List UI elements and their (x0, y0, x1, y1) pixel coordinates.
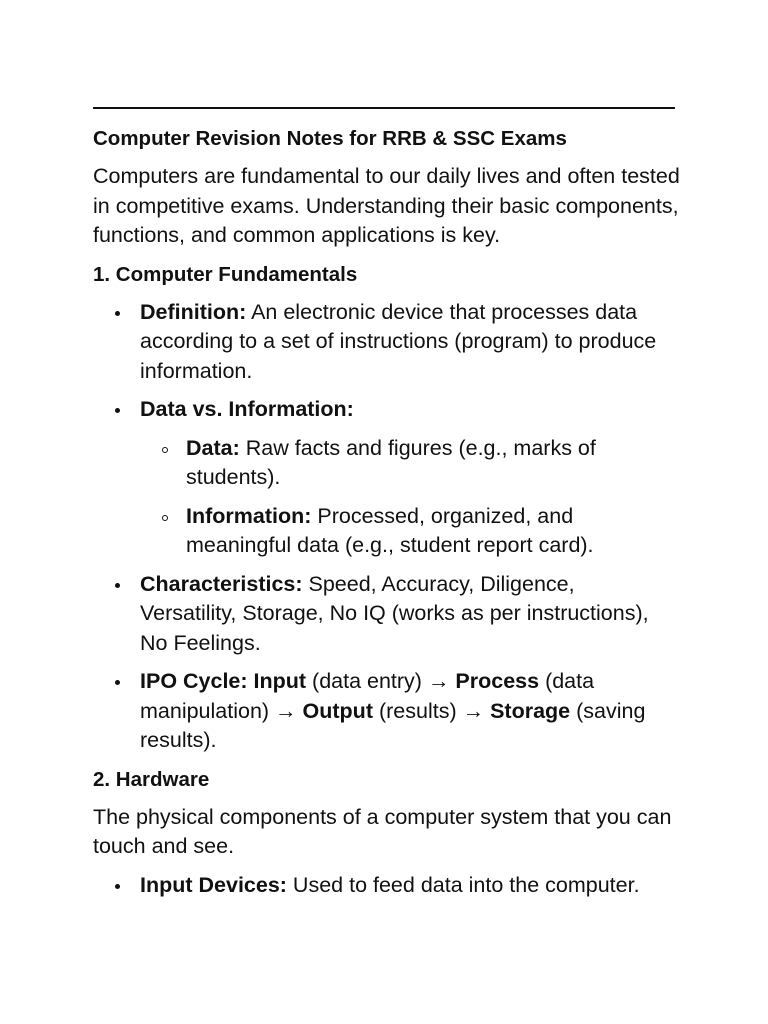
data-vs-information-label: Data vs. Information: (140, 397, 354, 421)
definition-label: Definition: (140, 299, 247, 324)
section-heading-fundamentals: 1. Computer Fundamentals (93, 262, 358, 286)
input-devices-label: Input Devices: (140, 872, 287, 897)
information-label: Information: (186, 503, 312, 528)
input-devices-text: Used to feed data into the computer. (286, 872, 640, 897)
bullet-icon (115, 311, 120, 316)
hardware-list (93, 871, 683, 901)
bullet-icon (115, 680, 120, 685)
bullet-icon (115, 408, 120, 413)
circle-bullet-icon (162, 515, 168, 521)
bullet-icon (115, 583, 120, 588)
ipo-input-label: Input (247, 669, 307, 693)
hardware-intro-paragraph: The physical components of a computer system that you can touch and see. (93, 804, 672, 858)
list-item-input-devices (93, 871, 675, 901)
circle-bullet-icon (162, 447, 168, 453)
fundamentals-list (93, 298, 683, 756)
sublist-item-data (140, 434, 646, 493)
data-vs-information-sublist (140, 434, 675, 561)
definition-text: An electronic device that processes data according to a set of instructions (program) to produce information. (140, 299, 657, 383)
list-item-data-vs-information (93, 395, 675, 561)
section-heading-hardware: 2. Hardware (93, 767, 210, 791)
data-label: Data: (186, 435, 240, 460)
document-content (93, 124, 683, 909)
ipo-storage-label: Storage (490, 698, 571, 723)
ipo-label: IPO Cycle: (140, 669, 248, 693)
ipo-process-label: Process (455, 669, 540, 693)
characteristics-label: Characteristics: (140, 571, 303, 596)
ipo-input-text: (data entry) → (306, 669, 456, 693)
list-item-ipo-cycle (93, 667, 675, 756)
information-text: Processed, organized, and meaningful data (e.g., student report card). (186, 503, 594, 557)
ipo-output-text: (results) → (372, 698, 491, 723)
intro-paragraph: Computers are fundamental to our daily lives and often tested in competitive exams. Understanding their basic components, functions, and common applications is key. (93, 164, 680, 247)
sublist-item-information (140, 502, 646, 561)
document-title: Computer Revision Notes for RRB & SSC Exams (93, 127, 567, 150)
characteristics-text: Speed, Accuracy, Diligence, Versatility, Storage, No IQ (works as per instructions), No Feelings. (140, 571, 649, 655)
data-text: Raw facts and figures (e.g., marks of students). (186, 435, 596, 489)
list-item-definition (93, 298, 675, 387)
ipo-process-text: (data manipulation) → (140, 669, 595, 723)
horizontal-rule (93, 107, 675, 109)
ipo-output-label: Output (302, 698, 373, 723)
ipo-storage-text: (saving results). (140, 698, 646, 752)
list-item-characteristics (93, 570, 675, 659)
bullet-icon (115, 884, 120, 889)
